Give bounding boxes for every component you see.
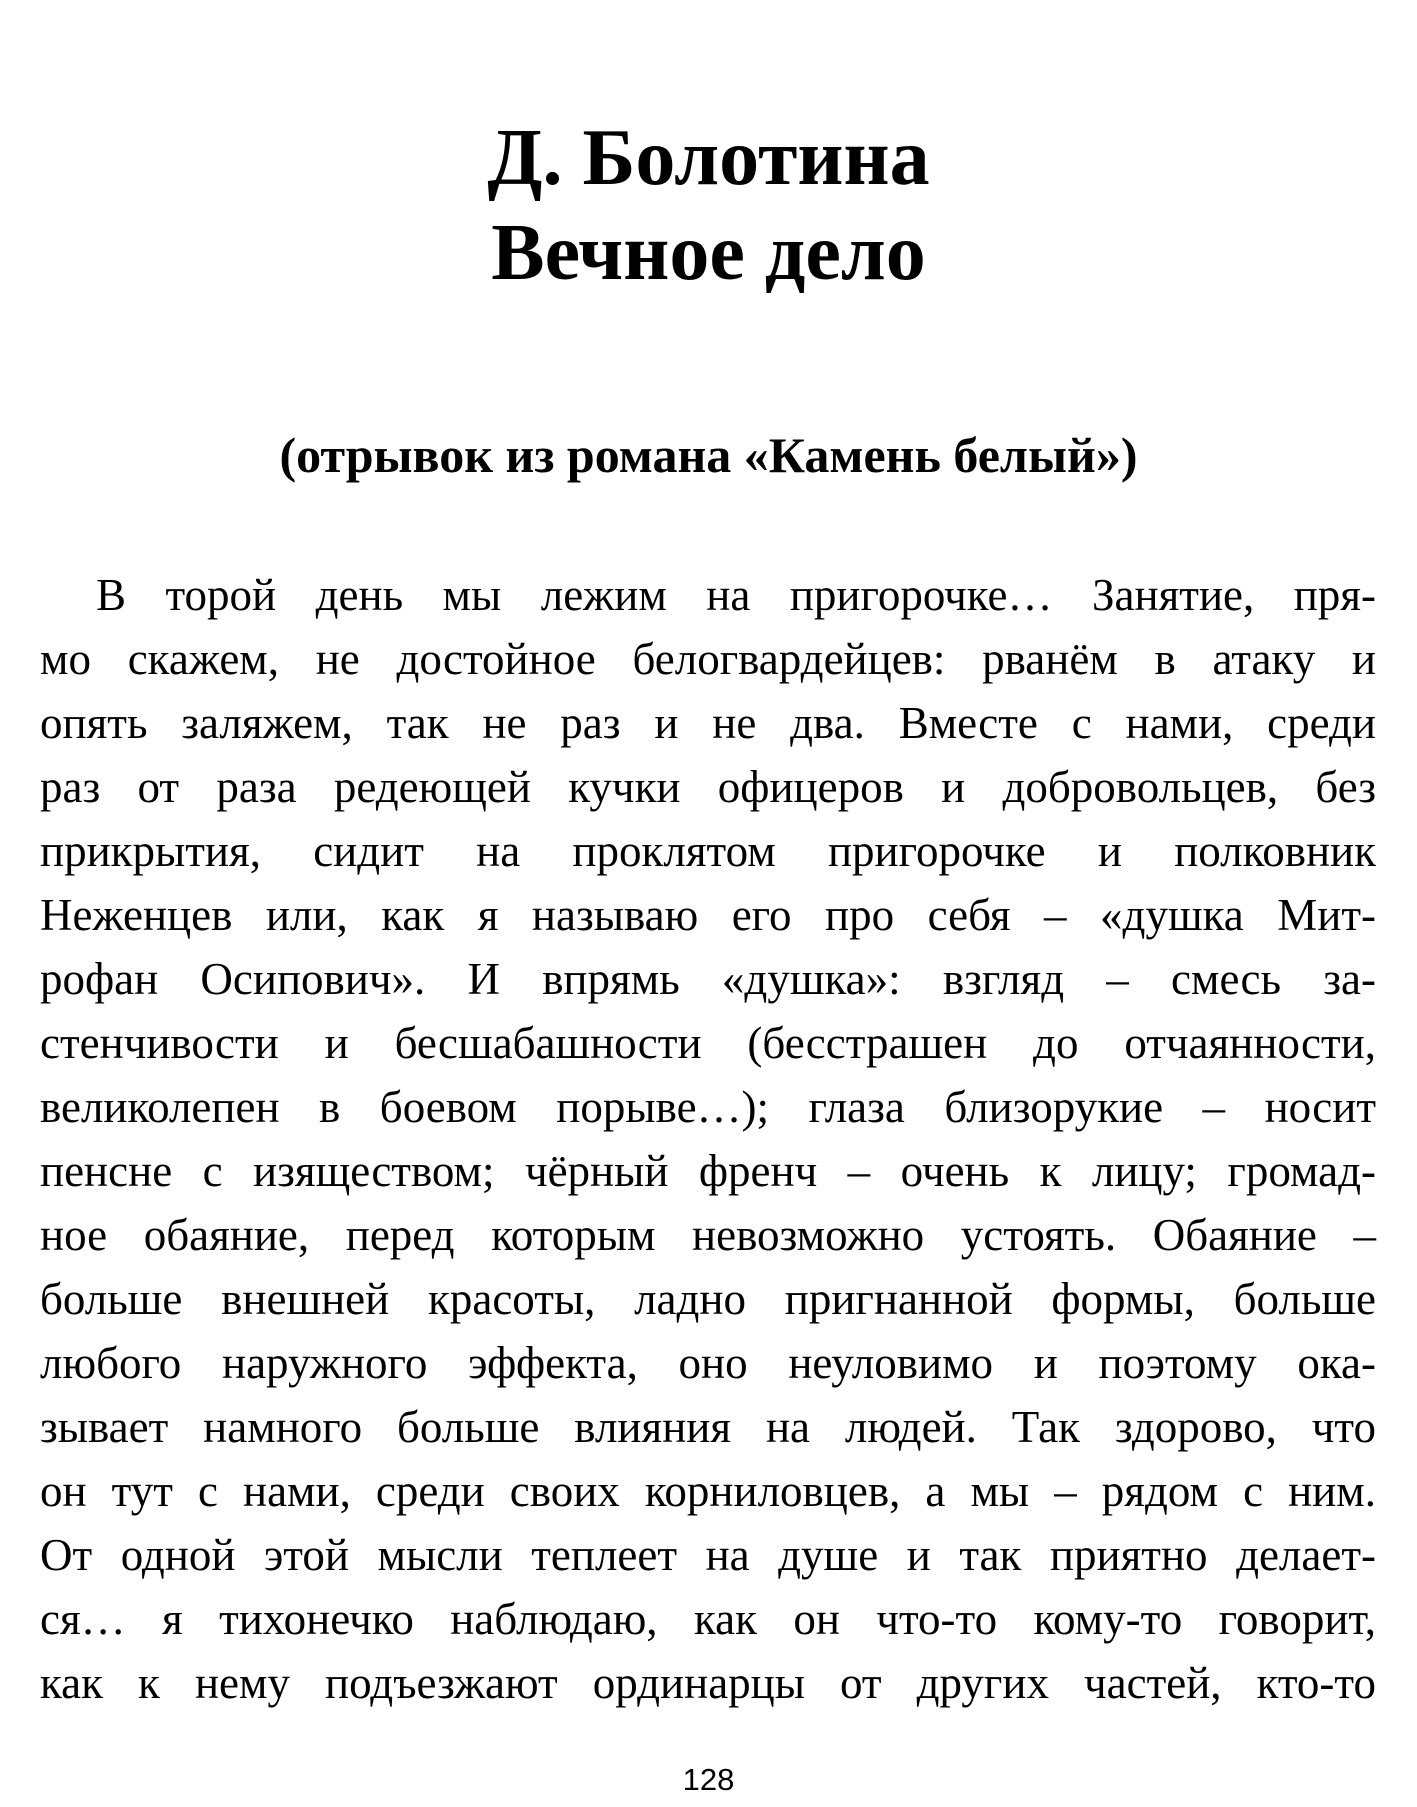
subtitle: (отрывок из романа «Камень белый») bbox=[279, 427, 1138, 483]
text-line: прикрытия, сидит на проклятом пригорочке и полковник bbox=[40, 826, 1376, 876]
text-line: пенсне с изяществом; чёрный френч – очень к лицу; громад- bbox=[40, 1146, 1376, 1196]
text-line: опять заляжем, так не раз и не два. Вместе с нами, среди bbox=[40, 698, 1376, 748]
page-number: 128 bbox=[682, 1762, 735, 1797]
text-line: великолепен в боевом порыве…); глаза близорукие – носит bbox=[40, 1082, 1376, 1132]
text-line: зывает намного больше влияния на людей. Так здорово, что bbox=[40, 1402, 1376, 1452]
text-line: В торой день мы лежим на пригорочке… Занятие, пря- bbox=[96, 570, 1376, 620]
text-line: рофан Осипович». И впрямь «душка»: взгляд – смесь за- bbox=[40, 954, 1376, 1004]
body-text bbox=[40, 563, 1376, 1715]
page-title: Вечное дело bbox=[491, 209, 926, 297]
text-line: раз от раза редеющей кучки офицеров и добровольцев, без bbox=[40, 762, 1376, 812]
text-line: стенчивости и бесшабашности (бесстрашен до отчаянности, bbox=[40, 1018, 1376, 1068]
text-line: От одной этой мысли теплеет на душе и так приятно делает- bbox=[40, 1530, 1376, 1580]
text-line: ся… я тихонечко наблюдаю, как он что-то кому-то говорит, bbox=[40, 1594, 1376, 1644]
text-line: Неженцев или, как я называю его про себя – «душка Мит- bbox=[40, 890, 1376, 940]
text-line: больше внешней красоты, ладно пригнанной формы, больше bbox=[40, 1274, 1376, 1324]
text-line: ное обаяние, перед которым невозможно устоять. Обаяние – bbox=[40, 1210, 1376, 1260]
text-line: он тут с нами, среди своих корниловцев, а мы – рядом с ним. bbox=[40, 1466, 1376, 1516]
text-line: как к нему подъезжают ординарцы от других частей, кто-то bbox=[40, 1658, 1376, 1708]
text-line: мо скажем, не достойное белогвардейцев: рванём в атаку и bbox=[40, 634, 1376, 684]
author-name: Д. Болотина bbox=[487, 114, 930, 202]
text-line: любого наружного эффекта, оно неуловимо и поэтому ока- bbox=[40, 1338, 1376, 1388]
